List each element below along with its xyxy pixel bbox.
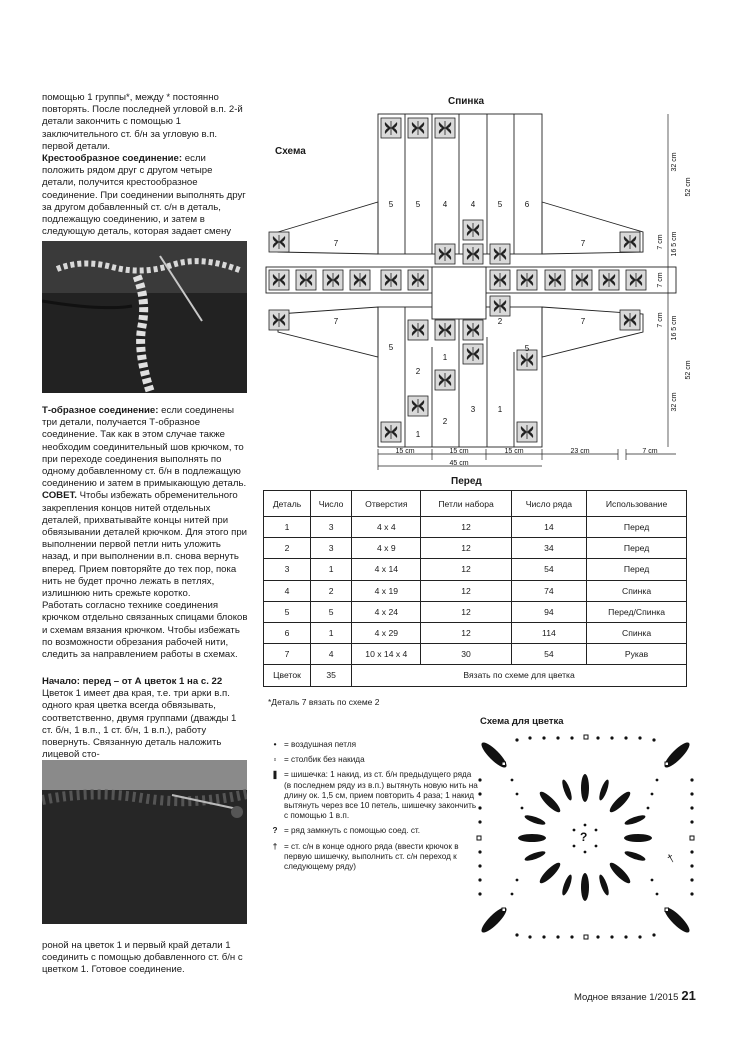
cell: 4 x 24 <box>352 601 421 622</box>
cell: 3 <box>311 538 352 559</box>
cell: 4 x 14 <box>352 559 421 580</box>
dim-r-32a: 32 cm <box>671 152 678 172</box>
table-row <box>264 580 687 601</box>
back-num-2: 5 <box>415 200 421 209</box>
cell: 4 x 9 <box>352 538 421 559</box>
cell: 7 <box>264 644 311 665</box>
dim-7: 7 cm <box>642 448 658 455</box>
sleeve-num-right-2: 7 <box>580 317 586 326</box>
cell: Спинка <box>587 622 687 643</box>
cell: 94 <box>511 601 587 622</box>
cell: 12 <box>421 517 511 538</box>
dim-r-52a: 52 cm <box>685 177 692 197</box>
legend-item <box>268 826 478 836</box>
slip-stitch-icon: ? <box>272 826 278 836</box>
dim-total: 45 cm <box>449 460 469 467</box>
col-header: Число ряда <box>511 491 587 517</box>
cell: 12 <box>421 601 511 622</box>
sleeve-num-right: 7 <box>580 239 586 248</box>
cell: Рукав <box>587 644 687 665</box>
table-row <box>264 559 687 580</box>
cell: 3 <box>264 559 311 580</box>
cell: 35 <box>311 665 352 686</box>
paragraph-t-join <box>42 405 248 490</box>
front-left-2: 2 <box>415 367 421 376</box>
front-center-2: 2 <box>442 417 448 426</box>
front-right-5: 5 <box>524 344 530 353</box>
front-left-1: 5 <box>388 343 394 352</box>
cell: 4 x 29 <box>352 622 421 643</box>
cell: 2 <box>264 538 311 559</box>
cell: 5 <box>264 601 311 622</box>
table-row <box>264 601 687 622</box>
back-num-5: 5 <box>497 200 503 209</box>
cell: 1 <box>311 559 352 580</box>
table-row <box>264 644 687 665</box>
cell: 4 <box>311 644 352 665</box>
cell: 114 <box>511 622 587 643</box>
cross-mark: † <box>665 852 677 866</box>
bobble-icon: ❚ <box>271 770 279 780</box>
dim-15-a: 15 cm <box>395 448 415 455</box>
dim-r-7c: 7 cm <box>657 312 664 328</box>
symbol-legend <box>268 740 478 877</box>
dim-15-b: 15 cm <box>449 448 469 455</box>
cell: 1 <box>264 517 311 538</box>
front-right-1: 1 <box>497 405 503 414</box>
cell: 1 <box>311 622 352 643</box>
schema-numbers <box>334 200 586 439</box>
start-heading-text: Начало: перед – от А цветок 1 на с. 22 <box>42 676 223 687</box>
back-title: Спинка <box>448 96 485 107</box>
col-header: Число <box>311 491 352 517</box>
cell: 34 <box>511 538 587 559</box>
single-crochet-icon: ▫ <box>273 755 277 765</box>
legend-item <box>268 770 478 821</box>
front-right-2: 2 <box>497 317 503 326</box>
crochet-photo-2 <box>42 760 247 924</box>
paragraph-cross-join <box>42 153 248 251</box>
legend-text: = столбик без накида <box>284 755 365 765</box>
cell: 54 <box>511 644 587 665</box>
cell: 74 <box>511 580 587 601</box>
cell: 30 <box>421 644 511 665</box>
dim-r-165b: 16 5 cm <box>671 315 678 341</box>
table-header-row <box>264 491 687 517</box>
photo-cross-join <box>42 241 247 393</box>
legend-item <box>268 842 478 873</box>
cell: Перед/Спинка <box>587 601 687 622</box>
paragraph-finish: роной на цветок 1 и первый край детали 1 соединить с помощью добавленного ст. б/н с цветком 1. Готовое соединение. <box>42 940 243 976</box>
page-footer <box>574 988 696 1003</box>
photo-finished-join <box>42 760 247 924</box>
schema-diagram <box>258 92 698 472</box>
text-column-top <box>42 92 248 251</box>
cell: 4 <box>264 580 311 601</box>
cell: 4 x 19 <box>352 580 421 601</box>
tip-heading: СОВЕТ. <box>42 490 77 502</box>
dimension-labels <box>395 448 657 467</box>
cell: Перед <box>587 559 687 580</box>
cell: Перед <box>587 517 687 538</box>
back-num-1: 5 <box>388 200 394 209</box>
dim-r-7a: 7 cm <box>657 234 664 250</box>
table-row <box>264 622 687 643</box>
cross-join-text: если положить рядом друг с другом четыре детали, получится крестообразное соединение. При соединении выполнять друг за другом добавленный ст. с/н в деталь, подлежащую соединению, и затем в следующую деталь, которая задает смену <box>42 153 246 238</box>
back-num-6: 6 <box>524 200 530 209</box>
cell: Цветок <box>264 665 311 686</box>
col-header: Использование <box>587 491 687 517</box>
legend-item <box>268 740 478 750</box>
flower-diagram <box>472 730 702 945</box>
col-header: Петли набора <box>421 491 511 517</box>
cross-join-heading: Крестообразное соединение: <box>42 153 183 165</box>
table-row-flower <box>264 665 687 686</box>
legend-text: = ряд замкнуть с помощью соед. ст. <box>284 826 421 836</box>
back-num-3: 4 <box>442 200 448 209</box>
parts-table <box>263 490 687 687</box>
cell: 3 <box>311 517 352 538</box>
right-dims <box>657 152 692 411</box>
text-column-bottom <box>42 940 248 977</box>
legend-text: = ст. с/н в конце одного ряда (ввести крючок в первую шишечку, выполнить ст. с/н переход к следующему ряду) <box>284 841 459 872</box>
col-header: Отверстия <box>352 491 421 517</box>
back-num-4: 4 <box>470 200 476 209</box>
cell: 54 <box>511 559 587 580</box>
front-center-3: 3 <box>470 405 476 414</box>
tip-text: Чтобы избежать обременительного закрепления концов нитей отдельных деталей, прихватывайте концы нитей при обвязывании деталей крючком. Для этого при выполнении первой петли нить уложить назад, и при выполнении в.п. снова вернуть вперед. Прием повторяйте до тех пор, пока нить не будет прочно лежать в петлях, излишнюю нить срежьте коротко. <box>42 490 248 600</box>
paragraph-flower: Цветок 1 имеет два края, т.е. три арки в.п. одного края цветка всегда обвязывать, соответственно, двумя группами (дважды 1 ст. б/н, 1 в.п., 1 ст. б/н, 1 в.п.), работу повернуть. Связанную деталь наложить лицевой сто- <box>42 688 237 761</box>
cell: 5 <box>311 601 352 622</box>
cell: 2 <box>311 580 352 601</box>
cell: Вязать по схеме для цветка <box>352 665 687 686</box>
cell: 12 <box>421 580 511 601</box>
dim-23: 23 cm <box>570 448 590 455</box>
cell: 4 x 4 <box>352 517 421 538</box>
cell: Перед <box>587 538 687 559</box>
legend-item <box>268 755 478 765</box>
front-center-1: 1 <box>442 353 448 362</box>
dim-r-32b: 32 cm <box>671 392 678 412</box>
crochet-photo-1 <box>42 241 247 393</box>
table-footnote: *Деталь 7 вязать по схеме 2 <box>268 697 380 707</box>
dim-r-165a: 16 5 cm <box>671 231 678 257</box>
legend-text: = воздушная петля <box>284 740 357 749</box>
magazine-name: Модное вязание 1/2015 <box>574 992 679 1003</box>
paragraph-intro: помощью 1 группы*, между * постоянно повторять. После последней угловой в.п. 2-й детали закончить с помощью 1 заключительного ст. б/н за угловую в.п. первой детали. <box>42 92 243 152</box>
col-header: Деталь <box>264 491 311 517</box>
cell: 12 <box>421 559 511 580</box>
table-row <box>264 517 687 538</box>
chain-icon: • <box>273 740 277 749</box>
dim-r-52b: 52 cm <box>685 360 692 380</box>
table-row <box>264 538 687 559</box>
flower-diagram-title: Схема для цветка <box>480 716 564 727</box>
cross-stitch-icon: † <box>272 841 278 851</box>
slip-stitch-mark: ? <box>580 830 588 844</box>
cell: 12 <box>421 538 511 559</box>
dim-r-7b: 7 cm <box>657 272 664 288</box>
front-left-3: 1 <box>415 430 421 439</box>
legend-text: = шишечка: 1 накид, из ст. б/н предыдущего ряда (в последнем ряду из в.п.) вытянуть новую нить на длину ок. 1,5 см, прием повторить 4 раза; 1 накид вытянуть через все 10 петель, шишечку закончить с помощью 1 в.п. <box>284 770 478 821</box>
text-column-middle <box>42 405 248 661</box>
t-join-text: если соединены три детали, получается Т-образное соединение. Так как в этом случае также необходим соединительный шов крючком, то при переходе соединения выполнять по одному добавленному ст. б/н в подлежащую соединению и затем в примыкающую деталь. <box>42 405 247 490</box>
cell: Спинка <box>587 580 687 601</box>
cell: 10 x 14 x 4 <box>352 644 421 665</box>
cell: 6 <box>264 622 311 643</box>
cell: 12 <box>421 622 511 643</box>
t-join-heading: Т-образное соединение: <box>42 405 159 416</box>
paragraph-technique: Работать согласно технике соединения крючком отдельно связанных спицами блоков и схемам вязания крючком. Чтобы избежать по возможности обрезания рабочей нити, следить за направлением работы в схемах. <box>42 600 248 661</box>
text-column-start <box>42 676 248 761</box>
sleeve-num-left-2: 7 <box>333 317 339 326</box>
sleeve-num-left: 7 <box>333 239 339 248</box>
paragraph-tip <box>42 490 248 600</box>
cell: 14 <box>511 517 587 538</box>
front-title: Перед <box>451 476 482 487</box>
page-number: 21 <box>681 988 696 1003</box>
dim-15-c: 15 cm <box>504 448 524 455</box>
schema-label: Схема <box>275 146 306 157</box>
start-heading <box>42 676 248 688</box>
